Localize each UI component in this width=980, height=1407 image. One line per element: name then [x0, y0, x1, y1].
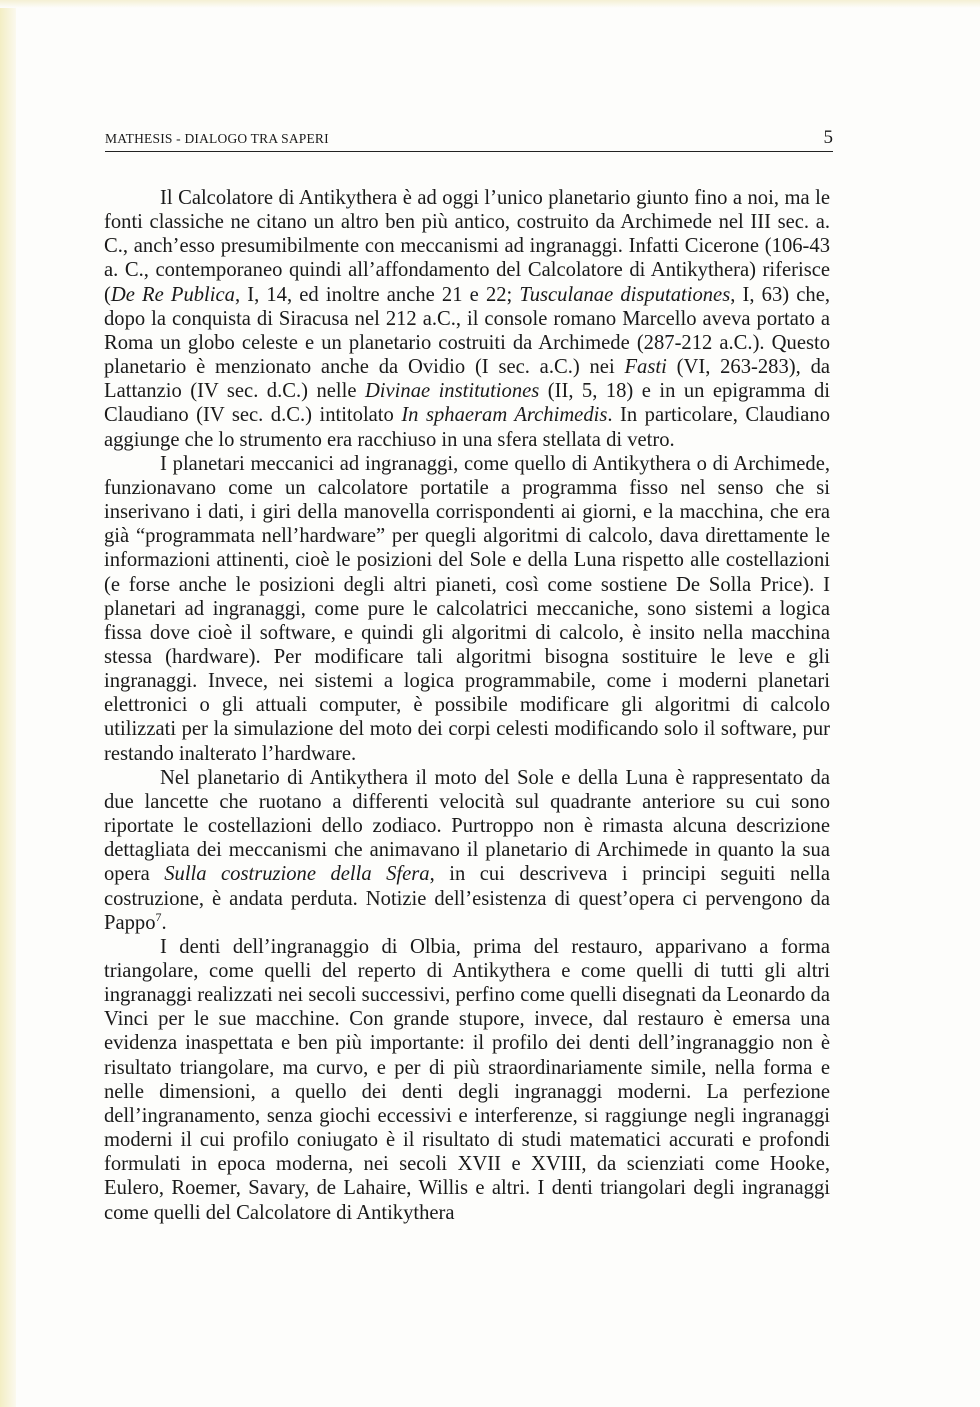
body-text: [104, 186, 830, 1225]
page-top-edge: [0, 0, 980, 8]
italic-title: Fasti: [624, 356, 667, 379]
text-run: . In particolare, Claudiano aggiunge che lo strumento era racchiuso in una sfera stellata di vetro.: [104, 404, 830, 451]
italic-title: Tusculanae disputationes: [519, 283, 731, 306]
footnote-ref: 7: [155, 909, 162, 924]
text-run: .: [161, 911, 167, 934]
paragraph: [104, 452, 830, 766]
text-run: (II, 5, 18) e in un epigramma di Claudiano (IV sec. d.C.) intitolato: [104, 380, 830, 427]
text-run: I planetari meccanici ad ingranaggi, come quello di Antikythera o di Archimede, funzionavano come un calcolatore portatile a programma fisso nel senso che si inserivano i dati, i giri della manovella corrispondenti ai giorni, e la macchina, che era già “programmata nell’hardware” per quegli algoritmi di calcolo, dava direttamente le informazioni attinenti, cioè le posizioni del Sole e della Luna rispetto alle costellazioni (e forse anche le posizioni degli altri pianeti, così come sostiene De Solla Price). I planetari ad ingranaggi, come pure le calcolatrici meccaniche, sono sistemi a logica fissa dove cioè il software, e quindi gli algoritmi di calcolo, è insito nella macchina stessa (hardware). Per modificare tali algoritmi bisogna sostituire le leve e gli ingranaggi. Invece, nei sistemi a logica programmabile, come i moderni planetari elettronici o gli attuali computer, è possibile modificare gli algoritmi di calcolo utilizzati per la simulazione del moto dei corpi celesti modificando solo il software, pur restando inalterato l’hardware.: [104, 452, 830, 765]
paragraph: [104, 766, 830, 935]
text-run: (VI, 263-283), da Lattanzio (IV sec. d.C.) nelle: [104, 356, 831, 403]
paragraph: [104, 935, 830, 1225]
italic-title: Sulla costruzione della Sfera: [164, 863, 430, 886]
text-run: , I, 63) che, dopo la conquista di Siracusa nel 212 a.C., il console romano Marcello aveva portato a Roma un globo celeste e un planetario costruiti da Archimede (287-212 a.C.). Questo planetario è menzionato anche da Ovidio (I sec. a.C.) nei: [104, 283, 830, 379]
paragraph: [104, 186, 830, 452]
page-number: 5: [823, 127, 833, 148]
text-run: Il Calcolatore di Antikythera è ad oggi l’unico planetario giunto fino a noi, ma le fonti classiche ne citano un altro ben più antico, costruito da Archimede nel III sec. a. C., anch’esso presumibilmente con meccanismi ad ingranaggi. Infatti Cicerone (106-43 a. C., contemporaneo quindi all’affondamento del Calcolatore di Antikythera) riferisce (: [104, 187, 830, 306]
journal-title: MATHESIS - DIALOGO TRA SAPERI: [105, 131, 329, 146]
page-edge-shadow: [0, 0, 16, 1407]
text-run: , I, 14, ed inoltre anche 21 e 22;: [234, 283, 520, 306]
text-run: Nel planetario di Antikythera il moto del Sole e della Luna è rappresentato da due lancette che ruotano a differenti velocità sul quadrante anteriore su cui sono riportate le costellazioni dello zodiaco. Purtroppo non è rimasta alcuna descrizione dettagliata dei meccanismi che animavano il planetario di Archimede in quanto la sua opera: [104, 766, 830, 886]
text-run: I denti dell’ingranaggio di Olbia, prima del restauro, apparivano a forma triangolare, come quelli del reperto di Antikythera e come quelli di tutti gli altri ingranaggi realizzati nei secoli successivi, perfino come quelli disegnati da Leonardo da Vinci per le sue macchine. Con grande stupore, invece, dal restauro è emersa una evidenza inaspettata e ben più importante: il profilo dei denti dell’ingranaggio non è risultato triangolare, ma curvo, e per di più straordinariamente simile, nella forma e nelle dimensioni, a quello dei denti degli ingranaggi moderni. La perfezione dell’ingranamento, senza giochi eccessivi e interferenze, si raggiunge negli ingranaggi moderni il cui profilo coniugato è il risultato di studi matematici accurati e profondi formulati in epoca moderna, nei secoli XVII e XVIII, da scienziati come Hooke, Eulero, Roemer, Savary, de Lahaire, Willis e altri. I denti triangolari degli ingranaggi come quelli del Calcolatore di Antikythera: [104, 935, 830, 1224]
running-header: [105, 127, 833, 152]
italic-title: De Re Publica: [110, 283, 235, 306]
italic-title: Divinae institutiones: [364, 380, 540, 403]
text-run: , in cui descriveva i principi seguiti nella costruzione, è andata perduta. Notizie dell’esistenza di quest’opera ci pervengono da Pappo: [104, 863, 831, 934]
italic-title: In sphaeram Archimedis: [401, 404, 608, 427]
